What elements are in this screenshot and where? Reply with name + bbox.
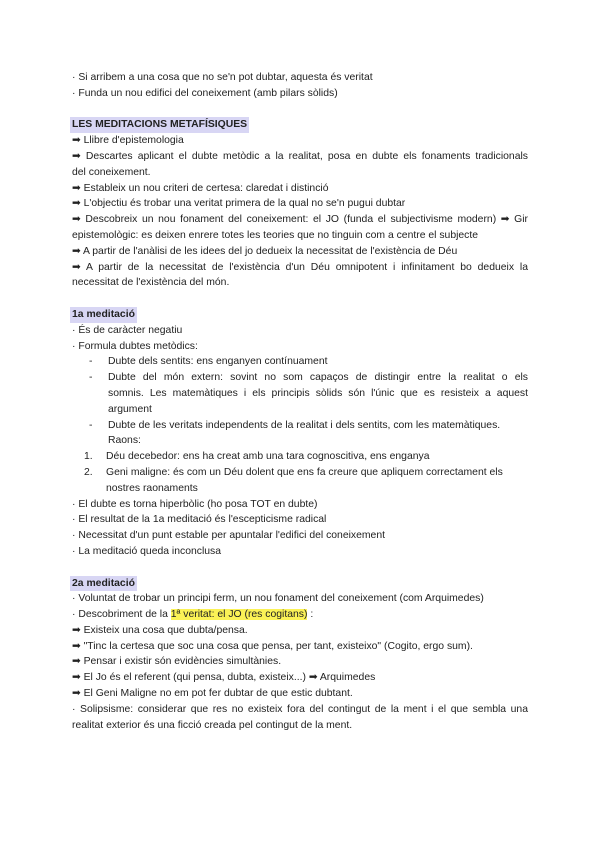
number-marker: 2.: [84, 466, 93, 478]
section-heading-2a-meditacio: 2a meditació: [70, 576, 137, 592]
text-line: ➡ "Tinc la certesa que soc una cosa que pensa, per tant, existeixo" (Cogito, ergo sum).: [72, 640, 473, 652]
text-line: del coneixement.: [72, 166, 151, 178]
dash-item-cont: argument: [108, 403, 152, 415]
numbered-item: 2. Geni maligne: és com un Déu dolent que ens fa creure que apliquem correctament els: [72, 465, 528, 481]
text-line: · Formula dubtes metòdics:: [72, 340, 198, 352]
text-line: epistemològic: es deixen enrere totes les teories que no tinguin com a centre el subjecte: [72, 229, 479, 241]
spacer: [72, 102, 528, 118]
intro-line: · Si arribem a una cosa que no se'n pot dubtar, aquesta és veritat: [72, 72, 373, 83]
spacer: [72, 291, 528, 307]
intro-line: · Funda un nou edifici del coneixement (amb pilars sòlids): [72, 87, 338, 99]
text-line: ➡ A partir de l'anàlisi de les idees del jo dedueix la necessitat de l'existència de Déu: [72, 245, 458, 257]
document-content: [72, 70, 528, 733]
dash-marker: -: [89, 356, 93, 368]
text-line: realitat exterior és una ficció creada pel contingut de la ment.: [72, 719, 353, 731]
dash-item: - Dubte del món extern: sovint no som capaços de distingir entre la realitat o els: [72, 370, 528, 386]
text-line: ➡ El Geni Maligne no em pot fer dubtar de que estic dubtant.: [72, 688, 353, 700]
dash-item-cont: somnis. Les matemàtiques i els principis sòlids són l'únic que es resisteix a aquest: [108, 387, 528, 399]
text-line: · El resultat de la 1a meditació és l'escepticisme radical: [72, 514, 327, 526]
numbered-item: 1. Déu decebedor: ens ha creat amb una tara cognoscitiva, ens enganya: [72, 449, 528, 465]
section-heading-meditacions: LES MEDITACIONS METAFÍSIQUES: [70, 117, 249, 133]
text-line: ➡ Descobreix un nou fonament del coneixement: el JO (funda el subjectivisme modern) ➡ Gir: [72, 214, 528, 226]
spacer: [72, 560, 528, 576]
text-line: ➡ L'objectiu és trobar una veritat primera de la qual no se'n pugui dubtar: [72, 198, 406, 210]
numbered-item-cont: nostres raonaments: [106, 482, 198, 494]
text-line: ➡ Llibre d'epistemologia: [72, 135, 184, 147]
text-line: ➡ Estableix un nou criteri de certesa: claredat i distinció: [72, 182, 329, 194]
dash-item-cont: Raons:: [108, 435, 141, 447]
text-line: · Descobriment de la 1ª veritat: el JO (res cogitans) :: [72, 609, 314, 621]
text-line: ➡ Existeix una cosa que dubta/pensa.: [72, 624, 248, 636]
section-heading-1a-meditacio: 1a meditació: [70, 307, 137, 323]
text-line: ➡ Descartes aplicant el dubte metòdic a la realitat, posa en dubte els fonaments tradicionals: [72, 150, 528, 162]
text-line: ➡ A partir de la necessitat de l'existència d'un Déu omnipotent i infinitament bo dedueix la: [72, 261, 528, 273]
number-marker: 1.: [84, 451, 93, 463]
text-line: · La meditació queda inconclusa: [72, 545, 222, 557]
dash-marker: -: [89, 419, 93, 431]
text-line: ➡ El Jo és el referent (qui pensa, dubta, existeix...) ➡ Arquimedes: [72, 672, 376, 684]
highlighted-text: 1ª veritat: el JO (res cogitans): [170, 609, 308, 621]
text-line: · El dubte es torna hiperbòlic (ho posa TOT en dubte): [72, 498, 318, 510]
dash-marker: -: [89, 372, 93, 384]
text-line: ➡ Pensar i existir són evidències simultànies.: [72, 656, 282, 668]
text-line: · És de caràcter negatiu: [72, 324, 183, 336]
dash-item: - Dubte de les veritats independents de la realitat i dels sentits, com les matemàtiques.: [72, 418, 528, 434]
text-line: · Solipsisme: considerar que res no existeix fora del contingut de la ment i el que sembla una: [72, 703, 528, 715]
text-line: · Voluntat de trobar un principi ferm, un nou fonament del coneixement (com Arquimedes): [72, 593, 484, 605]
text-line: · Necessitat d'un punt estable per apuntalar l'edifici del coneixement: [72, 530, 385, 542]
text-line: necessitat de l'existència del món.: [72, 277, 230, 289]
dash-item: - Dubte dels sentits: ens enganyen contínuament: [72, 354, 528, 370]
